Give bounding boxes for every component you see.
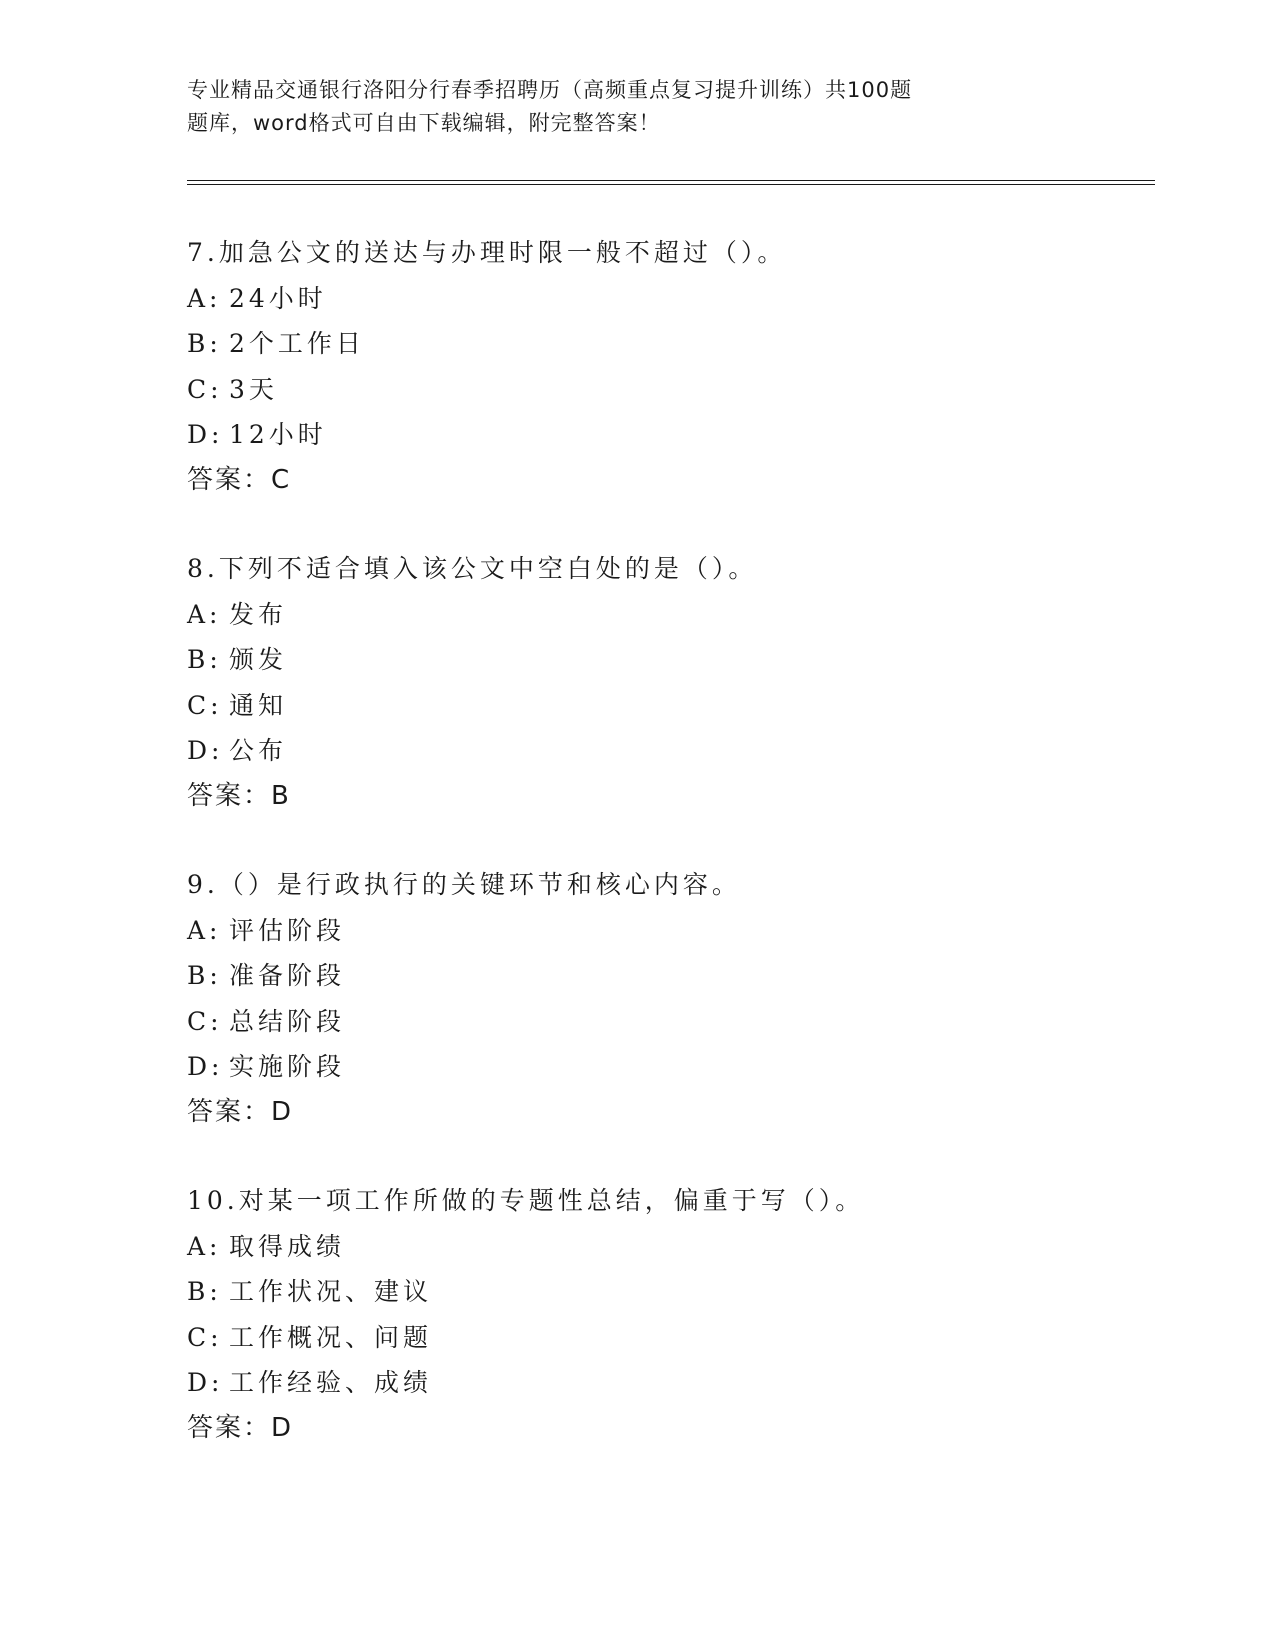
option-text: 发布 [229, 599, 288, 629]
option-b [187, 321, 1155, 367]
option-key: D: [187, 420, 224, 449]
option-text: 2个工作日 [229, 329, 365, 358]
header-divider-bottom [187, 184, 1155, 185]
option-text: 准备阶段 [229, 961, 346, 990]
option-c [187, 367, 1155, 413]
question-block [187, 1178, 1155, 1451]
option-a [187, 276, 1155, 322]
option-text: 24小时 [229, 283, 327, 313]
question-title: 8.下列不适合填入该公文中空白处的是（）。 [187, 554, 758, 583]
option-text: 总结阶段 [229, 1006, 346, 1036]
option-key: A: [187, 1231, 222, 1261]
option-key: B: [187, 961, 222, 990]
option-text: 3天 [229, 374, 278, 404]
question-block [187, 862, 1155, 1135]
header-line-2: 题库，word格式可自由下载编辑，附完整答案！ [187, 111, 661, 135]
question-block [187, 546, 1155, 819]
option-key: A: [187, 915, 222, 945]
option-d [187, 1044, 1155, 1090]
question-block [187, 230, 1155, 503]
option-key: D: [187, 1052, 224, 1081]
option-a [187, 1224, 1155, 1270]
option-text: 公布 [229, 736, 288, 765]
answer-line: 答案：D [187, 1096, 294, 1127]
question-title: 9.（）是行政执行的关键环节和核心内容。 [187, 870, 741, 899]
document-header [187, 74, 1047, 140]
option-d [187, 1360, 1155, 1406]
option-key: A: [187, 599, 222, 629]
answer-line: 答案：C [187, 464, 292, 495]
option-a [187, 908, 1155, 954]
option-key: B: [187, 645, 222, 674]
option-c [187, 683, 1155, 729]
question-title: 7.加急公文的送达与办理时限一般不超过（）。 [187, 238, 787, 267]
option-key: C: [187, 1006, 223, 1036]
option-c [187, 999, 1155, 1045]
option-key: B: [187, 1277, 222, 1306]
option-text: 实施阶段 [229, 1052, 346, 1081]
option-text: 取得成绩 [229, 1231, 346, 1261]
option-text: 颁发 [229, 645, 288, 674]
option-text: 通知 [229, 690, 288, 720]
option-key: C: [187, 1322, 223, 1352]
option-d [187, 728, 1155, 774]
option-key: B: [187, 329, 222, 358]
option-key: C: [187, 374, 223, 404]
option-text: 工作概况、问题 [229, 1322, 433, 1352]
option-text: 12小时 [229, 420, 327, 449]
option-key: D: [187, 736, 224, 765]
option-b [187, 1269, 1155, 1315]
option-text: 评估阶段 [229, 915, 346, 945]
option-key: A: [187, 283, 222, 313]
question-title: 10.对某一项工作所做的专题性总结，偏重于写（）。 [187, 1186, 865, 1215]
option-text: 工作状况、建议 [229, 1277, 433, 1306]
header-divider-top [187, 180, 1155, 181]
option-text: 工作经验、成绩 [229, 1368, 433, 1397]
option-b [187, 953, 1155, 999]
option-d [187, 412, 1155, 458]
option-a [187, 592, 1155, 638]
answer-line: 答案：B [187, 780, 291, 811]
answer-line: 答案：D [187, 1412, 294, 1443]
header-line-1: 专业精品交通银行洛阳分行春季招聘历（高频重点复习提升训练）共100题 [187, 78, 913, 102]
option-b [187, 637, 1155, 683]
option-c [187, 1315, 1155, 1361]
option-key: D: [187, 1368, 224, 1397]
option-key: C: [187, 690, 223, 720]
